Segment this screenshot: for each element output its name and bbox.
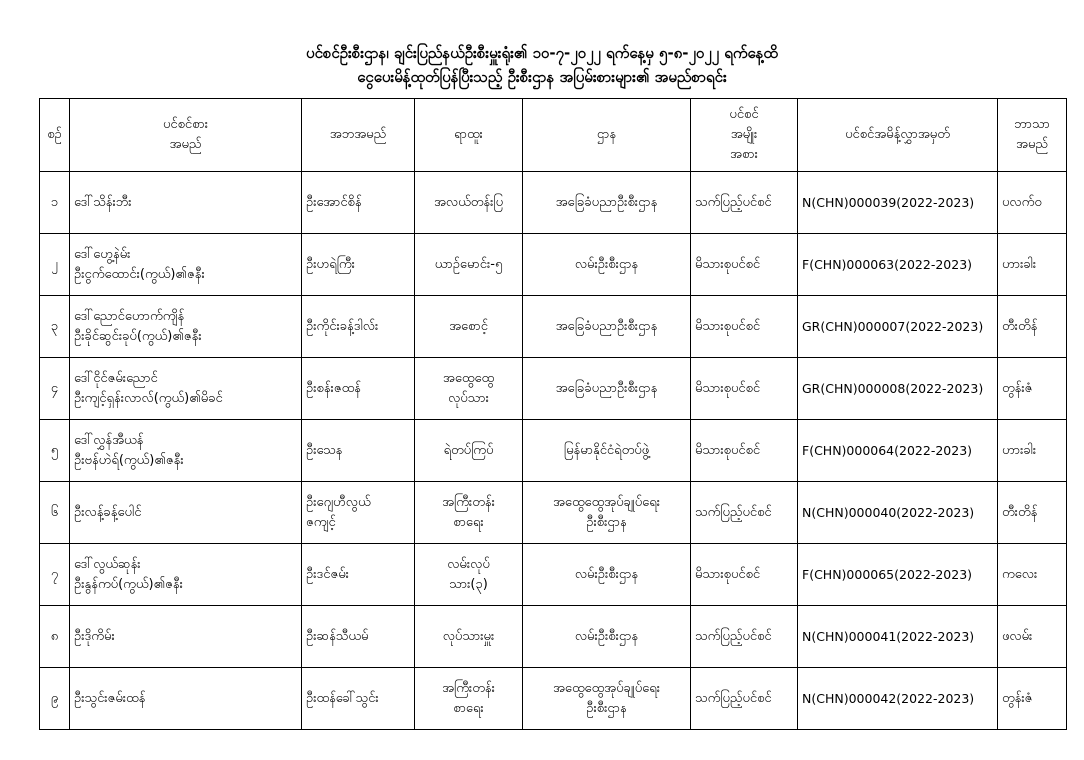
cell-pension-type: သက်ပြည့်ပင်စင်	[691, 668, 798, 730]
cell-father-line: ဦးဆန်သီယမ်	[306, 628, 369, 644]
cell-rank	[415, 296, 523, 358]
cell-name-line: ဦးသွင်းဇမ်းထန်	[74, 690, 146, 706]
cell-father	[302, 420, 415, 482]
cell-father-line: ဦးစန်းဇထန်	[306, 380, 361, 396]
cell-pension-type: မိသားစုပင်စင်	[691, 544, 798, 606]
cell-religion: တီးတိန်	[998, 296, 1067, 358]
header-department: ဌာန	[523, 99, 691, 172]
cell-rank-line: အထွေထွေ	[442, 370, 495, 386]
cell-name-line: ဦးဒိုကိမ်း	[74, 628, 115, 644]
cell-pension-type: မိသားစုပင်စင်	[691, 358, 798, 420]
cell-order-no: F(CHN)000065(2022-2023)	[798, 544, 998, 606]
cell-name-line: ဦးဗန်ဟဲရ်(ကွယ်)၏ဇနီး	[74, 452, 184, 468]
cell-department	[523, 296, 691, 358]
document-title-line-2: ငွေပေးမိန့်ထုတ်ပြန်ပြီးသည့် ဦးစီးဌာန အပြမ်းစားများ၏ အမည်စာရင်း	[357, 68, 727, 86]
cell-religion: တွန်းဇံ	[998, 358, 1067, 420]
cell-father-line: ဦးအောင်စိန်	[306, 194, 362, 210]
cell-order-no: N(CHN)000040(2022-2023)	[798, 482, 998, 544]
cell-department-line: ဦးစီးဌာန	[586, 700, 627, 716]
cell-no: ၈	[40, 606, 70, 668]
cell-rank	[415, 234, 523, 296]
table-row	[40, 606, 1067, 668]
cell-name-line: ဦးနွန်ကပ်(ကွယ်)၏ဇနီး	[74, 576, 183, 592]
cell-father-line: ဇကျင့်	[306, 514, 336, 530]
cell-department-line: ဦးစီးဌာန	[586, 514, 627, 530]
cell-order-no: N(CHN)000042(2022-2023)	[798, 668, 998, 730]
cell-religion: ဖလမ်း	[998, 606, 1067, 668]
cell-father	[302, 296, 415, 358]
cell-no: ၄	[40, 358, 70, 420]
cell-department	[523, 172, 691, 234]
cell-rank	[415, 482, 523, 544]
table-row	[40, 420, 1067, 482]
cell-no: ၉	[40, 668, 70, 730]
cell-name-line: ဦးငွက်ထောင်း(ကွယ်)၏ဇနီး	[74, 266, 205, 282]
header-father: အဘအမည်	[302, 99, 415, 172]
cell-rank-line: အကြီးတန်း	[442, 680, 495, 696]
cell-religion: ဟားခါး	[998, 420, 1067, 482]
cell-rank-line: အလယ်တန်းပြ	[433, 194, 504, 210]
cell-no: ၁	[40, 172, 70, 234]
cell-name-line: ဒေါ်ငိုင်ဇမ်းညောင်	[74, 370, 158, 386]
cell-religion: ကလေး	[998, 544, 1067, 606]
header-rank: ရာထူး	[415, 99, 523, 172]
cell-rank	[415, 420, 523, 482]
cell-rank-line: စာရေး	[453, 514, 484, 530]
cell-father-line: ဦးကိုင်းခန့်ဒါလ်း	[306, 318, 379, 334]
cell-rank-line: အကြီးတန်း	[442, 494, 495, 510]
cell-name	[70, 172, 302, 234]
cell-pension-type: မိသားစုပင်စင်	[691, 420, 798, 482]
cell-rank-line: သား(၃)	[449, 576, 488, 592]
cell-no: ၂	[40, 234, 70, 296]
header-pension-type: ပင်စင် အမျိုး အစား	[691, 99, 798, 172]
table-row	[40, 296, 1067, 358]
cell-order-no: N(CHN)000041(2022-2023)	[798, 606, 998, 668]
cell-rank-line: လုပ်သားမှူး	[442, 628, 495, 644]
table-row	[40, 544, 1067, 606]
table-row	[40, 668, 1067, 730]
cell-father-line: ဦးဟရဲကြီး	[306, 256, 355, 272]
cell-father	[302, 668, 415, 730]
cell-no: ၇	[40, 544, 70, 606]
cell-father	[302, 482, 415, 544]
cell-department	[523, 358, 691, 420]
cell-name	[70, 420, 302, 482]
cell-name	[70, 234, 302, 296]
cell-name-line: ဒေါ်လွှန်အီယန်	[74, 432, 144, 448]
cell-name	[70, 668, 302, 730]
cell-department-line: အခြေခံပညာဦးစီးဌာန	[555, 380, 658, 396]
cell-department-line: လမ်းဦးစီးဌာန	[574, 628, 639, 644]
cell-name	[70, 606, 302, 668]
cell-rank	[415, 544, 523, 606]
cell-department	[523, 606, 691, 668]
cell-religion: တီးတိန်	[998, 482, 1067, 544]
cell-order-no: N(CHN)000039(2022-2023)	[798, 172, 998, 234]
cell-department	[523, 234, 691, 296]
cell-rank-line: လုပ်သား	[448, 390, 489, 406]
cell-order-no: GR(CHN)000007(2022-2023)	[798, 296, 998, 358]
cell-no: ၆	[40, 482, 70, 544]
cell-name-line: ဦးလန့်ခန့်ပေါင်	[74, 504, 142, 520]
cell-department	[523, 544, 691, 606]
cell-name-line: ဒေါ်ဟွေ့နဲမ်း	[74, 246, 131, 262]
cell-name-line: ဒေါ်ညောင်ဟောက်ကျိန်	[74, 308, 185, 324]
table-row	[40, 358, 1067, 420]
cell-name-line: ဦးကျင့်ရှန်းလာလ်(ကွယ်)၏မိခင်	[74, 390, 223, 406]
cell-department-line: အထွေထွေအုပ်ချုပ်ရေး	[552, 680, 660, 696]
cell-department-line: အထွေထွေအုပ်ချုပ်ရေး	[552, 494, 660, 510]
cell-pension-type: မိသားစုပင်စင်	[691, 234, 798, 296]
header-name: ပင်စင်စား အမည်	[70, 99, 302, 172]
cell-rank-line: ရဲတပ်ကြပ်	[443, 442, 494, 458]
cell-rank	[415, 668, 523, 730]
cell-pension-type: မိသားစုပင်စင်	[691, 296, 798, 358]
cell-name-line: ဒေါ်သိန်းဘီး	[74, 194, 132, 210]
table-row	[40, 482, 1067, 544]
document-title-line-1: ပင်စင်ဦးစီးဌာန၊ ချင်းပြည်နယ်ဦးစီးမှူးရုံး၏ ၁၀-၇-၂၀၂၂ ရက်နေ့မှ ၅-၈-၂၀၂၂ ရက်နေ့ထိ	[306, 44, 778, 62]
cell-rank	[415, 172, 523, 234]
cell-department	[523, 420, 691, 482]
cell-rank-line: အစောင့်	[449, 318, 488, 334]
table-header-row	[40, 99, 1067, 172]
cell-no: ၅	[40, 420, 70, 482]
cell-father	[302, 358, 415, 420]
cell-father	[302, 234, 415, 296]
header-order-no: ပင်စင်အမိန့်လွှာအမှတ်	[798, 99, 998, 172]
cell-name	[70, 544, 302, 606]
cell-order-no: F(CHN)000064(2022-2023)	[798, 420, 998, 482]
header-no: စဉ်	[40, 99, 70, 172]
cell-name	[70, 358, 302, 420]
cell-pension-type: သက်ပြည့်ပင်စင်	[691, 172, 798, 234]
cell-father	[302, 544, 415, 606]
header-religion: ဘာသာ အမည်	[998, 99, 1067, 172]
cell-department	[523, 482, 691, 544]
cell-father-line: ဦးဂျေဟီလွယ်	[306, 494, 371, 510]
cell-order-no: GR(CHN)000008(2022-2023)	[798, 358, 998, 420]
cell-department-line: လမ်းဦးစီးဌာန	[574, 256, 639, 272]
cell-name	[70, 296, 302, 358]
cell-pension-type: သက်ပြည့်ပင်စင်	[691, 606, 798, 668]
cell-rank	[415, 358, 523, 420]
cell-department-line: အခြေခံပညာဦးစီးဌာန	[555, 318, 658, 334]
cell-rank-line: ယာဉ်မောင်း-၅	[434, 256, 503, 272]
cell-religion: တွန်းဇံ	[998, 668, 1067, 730]
cell-father	[302, 606, 415, 668]
cell-father-line: ဦးဒင်ဇမ်း	[306, 566, 349, 582]
cell-religion: ပလက်ဝ	[998, 172, 1067, 234]
pensioner-table	[39, 98, 1067, 730]
cell-rank-line: စာရေး	[453, 700, 484, 716]
cell-father-line: ဦးသေန	[306, 442, 343, 458]
cell-religion: ဟားခါး	[998, 234, 1067, 296]
cell-department-line: မြန်မာနိုင်ငံရဲတပ်ဖွဲ့	[563, 442, 650, 458]
table-row	[40, 234, 1067, 296]
table-row	[40, 172, 1067, 234]
cell-father-line: ဦးထန်ခေါ်သွင်း	[306, 690, 379, 706]
cell-department	[523, 668, 691, 730]
cell-father	[302, 172, 415, 234]
cell-pension-type: သက်ပြည့်ပင်စင်	[691, 482, 798, 544]
cell-order-no: F(CHN)000063(2022-2023)	[798, 234, 998, 296]
cell-name	[70, 482, 302, 544]
cell-department-line: အခြေခံပညာဦးစီးဌာန	[555, 194, 658, 210]
cell-rank	[415, 606, 523, 668]
cell-rank-line: လမ်းလုပ်	[447, 556, 490, 572]
cell-no: ၃	[40, 296, 70, 358]
cell-name-line: ဒေါ်လွယ်ဆုန်း	[74, 556, 141, 572]
cell-department-line: လမ်းဦးစီးဌာန	[574, 566, 639, 582]
cell-name-line: ဦးခိုင်ဆွင်းခုပ်(ကွယ်)၏ဇနီး	[74, 328, 202, 344]
